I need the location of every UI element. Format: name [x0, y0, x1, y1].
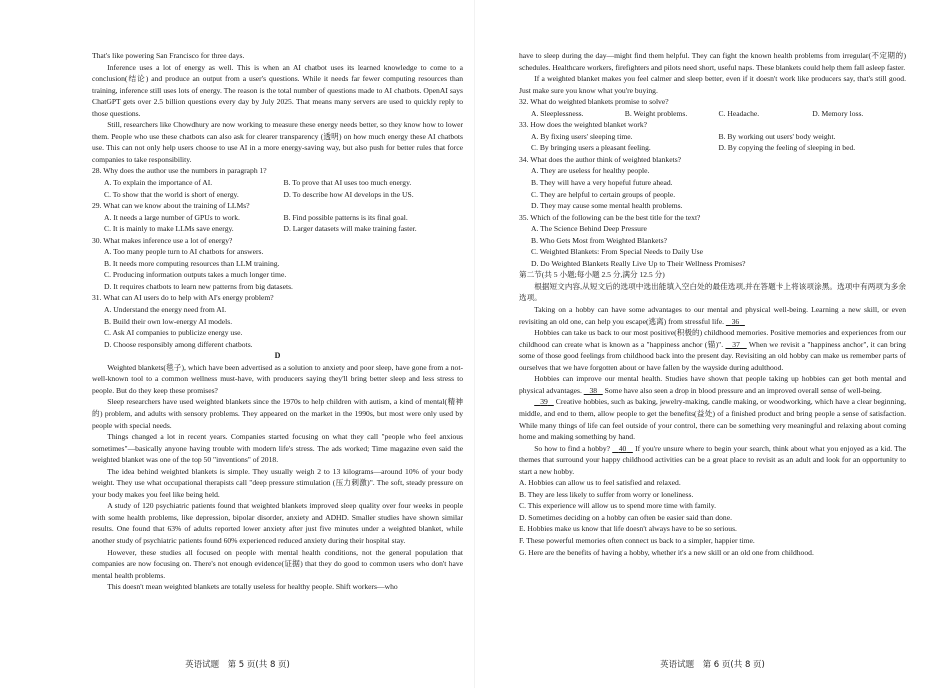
q32-option-d: D. Memory loss.: [812, 108, 864, 118]
passage-d-paragraph-2: Sleep researchers have used weighted blankets since the 1970s to help children with autism, a kind of mental(精神的) problem, and adults with sensory problems. They appeared on the market in the 1990s, but most were only used by people with special needs.: [92, 397, 463, 430]
blank-38-number: 38: [589, 385, 598, 395]
q33-option-a: A. By fixing users' sleeping time.: [531, 131, 633, 141]
question-28: [92, 165, 463, 200]
q33-option-c: C. By bringing users a pleasant feeling.: [531, 143, 651, 153]
cloze-option-c: C. This experience will allow us to spend more time with family.: [519, 501, 716, 511]
question-34: [519, 154, 906, 212]
q35-option-b: B. Who Gets Most from Weighted Blankets?: [531, 235, 667, 245]
passage-d-continued-2: If a weighted blanket makes you feel calmer and sleep better, even if it doesn't work like producers say, that's still good. Just make sure you know what you're buying.: [519, 74, 906, 95]
blank-39[interactable]: [534, 397, 554, 406]
q34-option-a: A. They are useless for healthy people.: [531, 166, 650, 176]
section-2-title: 第二节(共 5 小题;每小题 2.5 分,满分 12.5 分): [519, 270, 665, 280]
cloze-p4-text: Creative hobbies, such as baking, jewelry-making, candle making, or woodworking, which have a clear beginning, middle, and end to them, allow people to get the benefits(益处) of a finished product and bring people a sense of satisfaction. While many things of life can feel outside of your control, there can be something very meaningful and relaxing about coming home and making something by hand.: [519, 397, 906, 442]
cloze-p5-text-before: So how to find a hobby?: [534, 443, 611, 453]
passage-d-paragraph-4: The idea behind weighted blankets is simple. They usually weigh 2 to 13 kilograms—around 10% of your body weight. They use what occupational therapists call "deep pressure stimulation (压力刺激)". The soft, steady pressure on your body makes you feel like being held.: [92, 466, 463, 499]
q33-stem: 33. How does the weighted blanket work?: [519, 120, 648, 130]
q35-option-d: D. Do Weighted Blankets Really Live Up to Their Wellness Promises?: [531, 258, 746, 268]
cloze-p1-text: Taking on a hobby can have some advantages to our mental and physical well-being. Learning a new skill, or even revisiting an old one, can help you escape(逃离) from stressful life.: [519, 305, 906, 326]
blank-40[interactable]: [612, 444, 633, 453]
page-6-footer: 英语试题 第 6 页(共 8 页): [660, 660, 765, 670]
q35-option-a: A. The Science Behind Deep Pressure: [531, 224, 647, 234]
cloze-option-e: E. Hobbies make us know that life doesn't always have to be so serious.: [519, 524, 737, 534]
inference-paragraph: Inference uses a lot of energy as well. This is when an AI chatbot uses its learned knowledge to come to a conclusion(结论) and produce an output from a user's questions. While it needs far fewer computing resources than training, inference still uses lots of energy. The reason is the total number of questions made to AI chatbots. OpenAI says ChatGPT gets over 2.5 billion questions every day by July 2025. That means many servers are used to quickly reply to those questions.: [92, 62, 463, 118]
q34-stem: 34. What does the author think of weighted blankets?: [519, 154, 682, 164]
blank-36-number: 36: [731, 316, 740, 326]
q32-option-b: B. Weight problems.: [624, 108, 688, 118]
blank-39-number: 39: [540, 397, 548, 407]
q28-option-b: B. To prove that AI uses too much energy.: [283, 178, 412, 188]
question-31: [92, 292, 463, 350]
researchers-paragraph: Still, researchers like Chowdhury are now working to measure these energy needs better, so they know how to lower them. People who use these chatbots can also ask for clearer transparency (透明) on how much energy these AI chatbots use. This can not only help users choose to use AI in a more energy-saving way, but also push for better rules that force companies to take responsibility.: [92, 120, 463, 164]
q28-option-a: A. To explain the importance of AI.: [104, 178, 213, 188]
q35-option-c: C. Weighted Blankets: From Special Needs to Daily Use: [531, 247, 703, 257]
blank-40-number: 40: [618, 443, 627, 453]
q34-option-b: B. They will have a very hopeful future ahead.: [531, 178, 673, 188]
q32-option-a: A. Sleeplessness.: [531, 108, 584, 118]
passage-d-paragraph-6: However, these studies all focused on people with mental health conditions, not the general population that companies are now focusing on. There's not enough evidence(证据) that they do good to common users who don't have mental health problems.: [92, 547, 463, 580]
cloze-option-g: G. Here are the benefits of having a hobby, whether it's a new skill or an old one from childhood.: [519, 547, 814, 557]
left-column: [92, 50, 463, 593]
cloze-option-d: D. Sometimes deciding on a hobby can often be easier said than done.: [519, 512, 732, 522]
passage-d-paragraph-3: Things changed a lot in recent years. Companies started focusing on what they call "people who feel anxious sometimes"—basically anyone having trouble with modern life's stress. The ads worked; Time magazine even said the weighted blanket was one of the top 50 "inventions" of 2018.: [92, 432, 463, 465]
q29-option-a: A. It needs a large number of GPUs to work.: [104, 212, 240, 222]
cloze-paragraph-2: [519, 327, 906, 373]
cloze-paragraph-3: [519, 373, 906, 396]
page-6: [475, 0, 950, 688]
q30-option-a: A. Too many people turn to AI chatbots for answers.: [104, 247, 264, 257]
question-30: [92, 235, 463, 293]
q34-option-c: C. They are helpful to certain groups of people.: [531, 189, 676, 199]
blank-37-number: 37: [732, 339, 740, 349]
q34-option-d: D. They may cause some mental health problems.: [531, 201, 683, 211]
passage-d-paragraph-7: This doesn't mean weighted blankets are totally useless for healthy people. Shift workers—who: [107, 582, 398, 592]
blank-37[interactable]: [725, 340, 746, 349]
cloze-p3-text-after: Some have also seen a drop in blood pressure and an improved overall sense of well-being.: [604, 385, 882, 395]
q31-option-c: C. Ask AI companies to publicize energy use.: [104, 328, 243, 338]
cloze-p2-text-after: When we revisit a "happiness anchor", it can bring some of those good feelings from childhood back into the present day. Revisiting an old hobby can make us remember parts of ourselves that we have forgotten about or have fallen by the wayside during adulthood.: [519, 339, 906, 372]
q31-option-b: B. Build their own low-energy AI models.: [104, 316, 233, 326]
q35-stem: 35. Which of the following can be the best title for the text?: [519, 212, 701, 222]
cloze-p3-text-before: Hobbies can improve our mental health. Studies have shown that people taking up hobbies can get both mental and physical advantages.: [519, 374, 906, 395]
blank-38[interactable]: [584, 386, 603, 395]
q31-stem: 31. What can AI users do to help with AI's energy problem?: [92, 293, 274, 303]
cloze-paragraph-1: [519, 304, 906, 327]
question-35: [519, 212, 906, 270]
q32-stem: 32. What do weighted blankets promise to solve?: [519, 97, 669, 107]
cloze-option-b: B. They are less likely to suffer from worry or loneliness.: [519, 489, 694, 499]
intro-line-1: That's like powering San Francisco for three days.: [92, 51, 245, 60]
right-column: [519, 50, 906, 558]
q28-option-c: C. To show that the world is short of energy.: [104, 189, 239, 199]
q33-option-d: D. By copying the feeling of sleeping in bed.: [718, 143, 856, 153]
q29-stem: 29. What can we know about the training of LLMs?: [92, 201, 250, 211]
q31-option-d: D. Choose responsibly among different chatbots.: [104, 339, 253, 349]
question-33: [519, 119, 906, 154]
blank-36[interactable]: [726, 317, 745, 326]
q29-option-b: B. Find possible patterns is its final goal.: [283, 212, 408, 222]
q31-option-a: A. Understand the energy need from AI.: [104, 305, 227, 315]
q28-stem: 28. Why does the author use the numbers in paragraph 1?: [92, 166, 267, 176]
q30-stem: 30. What makes inference use a lot of energy?: [92, 235, 233, 245]
cloze-paragraph-4: [519, 396, 906, 442]
q30-option-b: B. It needs more computing resources than LLM training.: [104, 258, 280, 268]
q30-option-d: D. It requires chatbots to learn new patterns from big datasets.: [104, 281, 293, 291]
section-d-heading: D: [274, 351, 281, 361]
cloze-option-a: A. Hobbies can allow us to feel satisfied and relaxed.: [519, 478, 681, 488]
cloze-p5-text-after: If you're unsure where to begin your search, think about what you enjoyed as a kid. The themes that surround your happy childhood activities can be a great place to revisit as an adult and look for an opportunity to start a new hobby.: [519, 443, 906, 476]
passage-d-paragraph-1: Weighted blankets(毯子), which have been advertised as a solution to anxiety and poor sleep, have gone from a not-well-known tool to a common wellness must-have, with producers saying they'll bring better sleep and less stress to people. But do they keep these promises?: [92, 362, 463, 395]
q28-option-d: D. To describe how AI develops in the US.: [283, 189, 414, 199]
cloze-paragraph-5: [519, 443, 906, 478]
cloze-p2-text-before: Hobbies can take us back to our most positive(积极的) childhood memories. Positive memories and experiences from our childhood can create what is known as a "happiness anchor (锚)".: [519, 328, 906, 349]
q29-option-c: C. It is mainly to make LLMs save energy.: [104, 224, 234, 234]
q33-option-b: B. By working out users' body weight.: [718, 131, 836, 141]
question-29: [92, 200, 463, 235]
passage-d-paragraph-5: A study of 120 psychiatric patients found that weighted blankets improved sleep quality over four weeks in people with some health problems, like depression, bipolar disorder, anxiety and ADHD. Smaller studies have shown similar results. One found that 63% of adults reported lower anxiety after just five minutes under a weighted blanket, while another study of psychiatric patients found 60% experienced reduced anxiety during their hospital stay.: [92, 501, 463, 545]
passage-d-continued-1: have to sleep during the day—might find them helpful. They can fight the known health problems from irregular(不定期的) schedules. Healthcare workers, firefighters and pilots need short, useful naps. These blankets could help them fall asleep faster.: [519, 51, 906, 72]
section-2-instructions: 根据短文内容,从短文后的选项中选出能填入空白处的最佳选项,并在答题卡上将该项涂黑。选项中有两项为多余选项。: [519, 281, 906, 303]
page-5-footer: 英语试题 第 5 页(共 8 页): [185, 660, 290, 670]
question-32: [519, 96, 906, 119]
cloze-option-f: F. These powerful memories often connect us back to a simpler, happier time.: [519, 535, 755, 545]
q30-option-c: C. Producing information outputs takes a much longer time.: [104, 270, 287, 280]
q32-option-c: C. Headache.: [718, 108, 760, 118]
q29-option-d: D. Larger datasets will make training faster.: [283, 224, 417, 234]
